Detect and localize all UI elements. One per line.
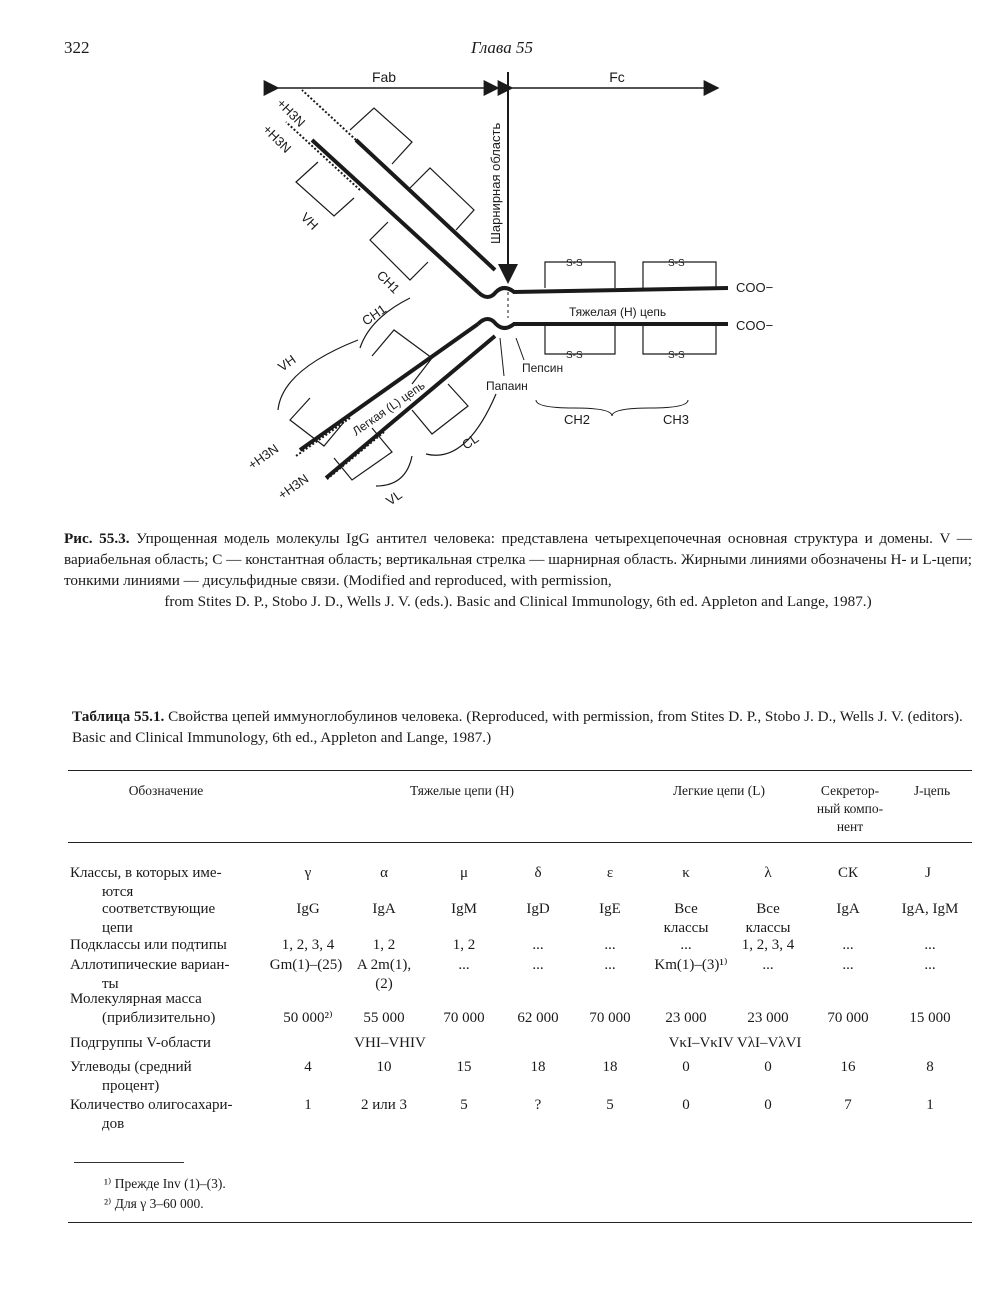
cell: VHI–VHIV <box>354 1035 426 1051</box>
cell: ... <box>604 957 616 973</box>
header-heavy: Тяжелые цепи (H) <box>409 783 515 798</box>
figure-caption-label: Рис. 55.3. <box>64 530 130 547</box>
cell: 1, 2, 3, 4 <box>741 937 795 953</box>
ss-label: S-S <box>668 258 685 269</box>
table-top-rule <box>68 770 972 771</box>
light-chain-label: Легкая (L) цепь <box>349 378 428 439</box>
footnote: ²⁾ Для γ 3–60 000. <box>104 1196 204 1211</box>
ch2-label: CH2 <box>564 412 591 427</box>
cell: ... <box>924 937 936 953</box>
row-label: Количество олигосахари- дов <box>70 1097 233 1132</box>
h3n-label: +H3N <box>245 440 282 473</box>
cell: IgA <box>372 901 396 917</box>
cell: A 2m(1), (2) <box>356 957 412 992</box>
chapter-title: Глава 55 <box>471 38 533 57</box>
cell: VκI–VκIV VλI–VλVI <box>668 1035 802 1051</box>
cell: ... <box>924 957 936 973</box>
fab-label: Fab <box>371 69 397 85</box>
table-caption-label: Таблица 55.1. <box>72 708 165 725</box>
cell: 70 000 <box>589 1010 631 1026</box>
h3n-label: +H3N <box>275 470 312 503</box>
cell: 23 000 <box>747 1010 789 1026</box>
ss-label: S-S <box>566 350 583 361</box>
cell: Все классы <box>663 901 709 936</box>
cell: ... <box>842 937 854 953</box>
igg-diagram <box>0 0 1004 520</box>
cell: ... <box>532 937 544 953</box>
pepsin-label: Пепсин <box>522 361 564 375</box>
cell: 23 000 <box>665 1010 707 1026</box>
figure-caption <box>64 528 972 612</box>
cell: ... <box>532 957 544 973</box>
header-light: Легкие цепи (L) <box>672 783 766 798</box>
cell: μ <box>459 865 469 881</box>
table-header-rule <box>68 842 972 843</box>
cell: 70 000 <box>827 1010 869 1026</box>
cell: 1, 2, 3, 4 <box>281 937 335 953</box>
cell: 0 <box>682 1059 690 1075</box>
cell: 10 <box>376 1059 392 1075</box>
cell: IgD <box>526 901 550 917</box>
cell: 15 000 <box>909 1010 951 1026</box>
page-number: 322 <box>64 38 90 57</box>
header-designation: Обозначение <box>128 783 204 798</box>
row-label: Классы, в которых име- ются <box>70 865 222 900</box>
cl-label: CL <box>459 430 482 453</box>
cell: ? <box>534 1097 542 1113</box>
cell: 15 <box>456 1059 472 1075</box>
cell: 62 000 <box>517 1010 559 1026</box>
heavy-chain-label: Тяжелая (H) цепь <box>569 305 667 319</box>
cell: IgG <box>296 901 320 917</box>
cell: λ <box>764 865 772 881</box>
cell: 1, 2 <box>372 937 396 953</box>
h3n-label: +H3N <box>273 95 309 130</box>
ch3-label: CH3 <box>663 412 690 427</box>
footnote-rule <box>74 1162 184 1163</box>
cell: 0 <box>764 1097 772 1113</box>
cell: Km(1)–(3)¹⁾ <box>654 957 728 973</box>
header-secretory-line: нент <box>836 819 864 834</box>
cell: IgA <box>836 901 860 917</box>
cell: IgA, IgM <box>901 901 959 917</box>
row-label: Углеводы (средний процент) <box>70 1059 192 1094</box>
ch1-label: CH1 <box>373 267 403 297</box>
cell: γ <box>304 865 312 881</box>
upper-fab <box>286 90 495 292</box>
cell: ... <box>680 937 692 953</box>
h3n-label: +H3N <box>259 121 295 156</box>
cell: 16 <box>840 1059 856 1075</box>
cell: СК <box>837 865 858 881</box>
cell: Все классы <box>745 901 791 936</box>
cell: IgM <box>451 901 477 917</box>
ss-label: S-S <box>566 258 583 269</box>
header-secretory-line: ный компо- <box>816 801 884 816</box>
header-secretory-line: Секретор- <box>820 783 880 798</box>
cell: 1, 2 <box>452 937 476 953</box>
coo-label: COO− <box>736 280 774 295</box>
cell: 50 000²⁾ <box>283 1010 333 1026</box>
fc-label: Fc <box>609 69 625 85</box>
cell: 18 <box>530 1059 546 1075</box>
cell: J <box>925 865 931 881</box>
cell: 18 <box>602 1059 618 1075</box>
table-bottom-rule <box>68 1222 972 1223</box>
cell: 5 <box>460 1097 468 1113</box>
vl-label: VL <box>383 487 405 509</box>
cell: 0 <box>682 1097 690 1113</box>
cell: δ <box>534 865 542 881</box>
figure-caption-text: Упрощенная модель молекулы IgG антител человека: представлена четырехцепочечная основная структура и домены. V — вариабельная область; C — константная область; вертикальная стрелка — шарнирная область. Жирными линиями обозначены H- и L-цепи; тонкими линиями — дисульфидные связи. (Modified and reproduced, with permission, <box>64 530 972 589</box>
cell: 7 <box>844 1097 852 1113</box>
fab-arrow <box>278 69 498 88</box>
cell: ... <box>762 957 774 973</box>
footnote: ¹⁾ Прежде Inv (1)–(3). <box>104 1176 226 1191</box>
cell: ... <box>604 937 616 953</box>
table-caption <box>72 706 972 748</box>
cell: 0 <box>764 1059 772 1075</box>
cell: 1 <box>304 1097 312 1113</box>
cell: ... <box>842 957 854 973</box>
cell: α <box>380 865 388 881</box>
cell: 8 <box>926 1059 934 1075</box>
cell: 5 <box>606 1097 614 1113</box>
figure-caption-source: from Stites D. P., Stobo J. D., Wells J. V. (eds.). Basic and Clinical Immunology, 6th ed. Appleton and Lange, 1987.) <box>164 593 872 610</box>
fc-arrow <box>512 69 718 88</box>
cell: Gm(1)–(25) <box>269 957 343 973</box>
cell: 1 <box>926 1097 934 1113</box>
ch1-label: CH1 <box>359 301 390 329</box>
hinge-label: Шарнирная область <box>488 122 503 244</box>
ss-label: S-S <box>668 350 685 361</box>
cell: 4 <box>304 1059 312 1075</box>
header-secretory <box>800 782 900 836</box>
cell: IgE <box>599 901 621 917</box>
coo-label: COO− <box>736 318 774 333</box>
table-caption-text: Свойства цепей иммуноглобулинов человека. (Reproduced, with permission, from Stites D. P., Stobo J. D., Wells J. V. (editors). Basic and Clinical Immunology, 6th ed., Appleton and Lange, 1987.) <box>72 708 963 746</box>
row-label: соответствующие цепи <box>102 901 216 936</box>
header-jchain: J-цепь <box>913 783 951 798</box>
cell: ... <box>458 957 470 973</box>
row-label: Подклассы или подтипы <box>70 937 227 953</box>
vh-label: VH <box>297 209 322 233</box>
cell: 2 или 3 <box>360 1097 408 1113</box>
row-label: Аллотипические вариан- ты <box>70 957 230 992</box>
papain-label: Папаин <box>486 379 528 393</box>
cell: 55 000 <box>363 1010 405 1026</box>
cell: 70 000 <box>443 1010 485 1026</box>
row-label: Подгруппы V-области <box>70 1035 211 1051</box>
cell: ε <box>606 865 614 881</box>
row-label: Молекулярная масса (приблизительно) <box>70 991 216 1026</box>
cell: κ <box>682 865 690 881</box>
vh-label: VH <box>275 351 299 375</box>
